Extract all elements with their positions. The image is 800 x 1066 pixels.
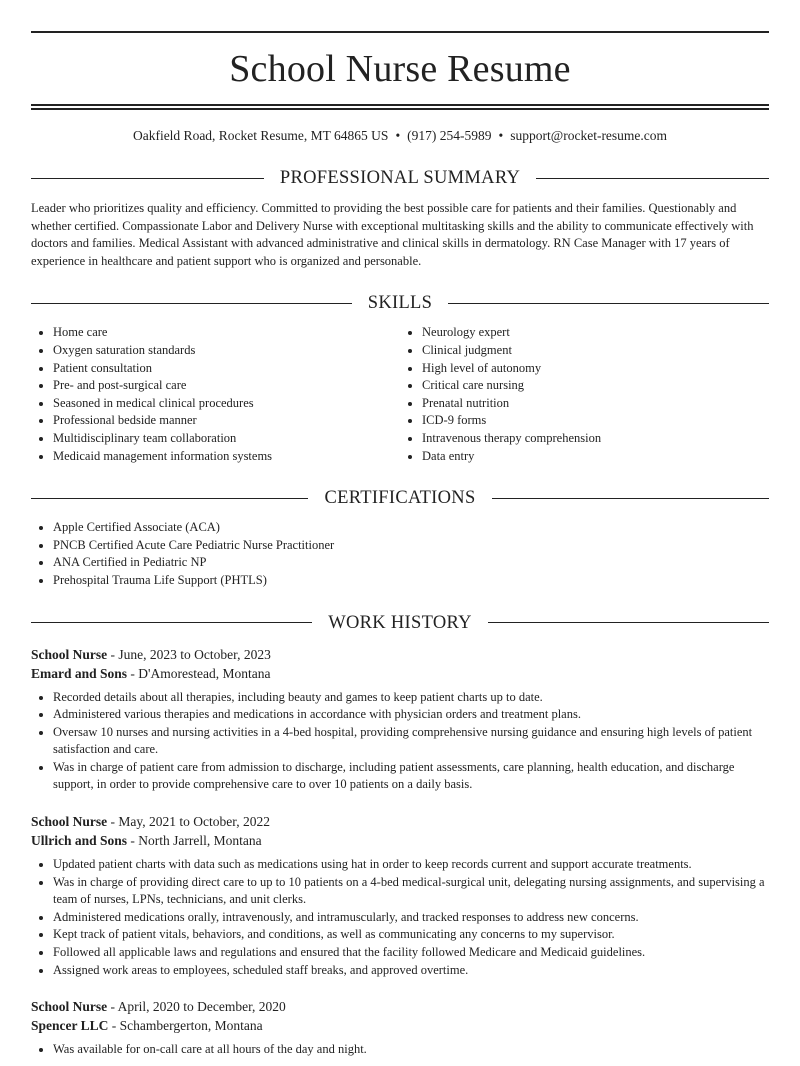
contact-phone: (917) 254-5989 — [407, 128, 492, 143]
skill-item: • Pre- and post-surgical care — [53, 377, 400, 395]
certifications-heading-label: CERTIFICATIONS — [324, 488, 476, 509]
job-duty: • Was available for on-call care at all hours of the day and night. — [53, 1041, 769, 1059]
page-title: School Nurse Resume — [229, 48, 571, 90]
job-company-line — [31, 831, 769, 850]
job-dates: - May, 2021 to October, 2022 — [107, 814, 270, 830]
skill-item: • Critical care nursing — [422, 377, 769, 395]
heading-rule-left — [31, 622, 312, 623]
certification-item: • ANA Certified in Pediatric NP — [53, 554, 769, 572]
heading-rule-right — [488, 622, 769, 623]
job-dates: - April, 2020 to December, 2020 — [107, 999, 286, 1015]
contact-separator: • — [395, 128, 401, 143]
title-rule-upper — [31, 104, 769, 106]
job-duty: • Kept track of patient vitals, behaviors, and conditions, as well as communicating any concerns to my supervisor. — [53, 926, 769, 944]
skill-item: • ICD-9 forms — [422, 412, 769, 430]
skill-item: • Clinical judgment — [422, 342, 769, 360]
job-duties — [31, 1041, 769, 1059]
certifications-list — [31, 519, 769, 589]
title-rule-lower — [31, 108, 769, 110]
skill-item: • Professional bedside manner — [53, 412, 400, 430]
job-entry — [31, 645, 769, 795]
resume-page — [31, 31, 769, 1059]
contact-line — [31, 127, 769, 145]
job-duty: • Assigned work areas to employees, scheduled staff breaks, and approved overtime. — [53, 962, 769, 980]
skill-item: • Prenatal nutrition — [422, 395, 769, 413]
heading-rule-left — [31, 178, 264, 179]
skill-item: • Medicaid management information systems — [53, 448, 400, 466]
summary-heading-label: PROFESSIONAL SUMMARY — [279, 168, 521, 188]
job-duty: • Was in charge of providing direct care to up to 10 patients on a 4-bed medical-surgical unit, delegating nursing assignments, and supervising a team of nurses, LPNs, technicians, and unit clerks. — [53, 874, 769, 909]
job-location: - D'Amorestead, Montana — [127, 665, 271, 681]
skills-heading — [31, 292, 769, 314]
job-duty: • Recorded details about all therapies, including beauty and games to keep patient charts up to date. — [53, 689, 769, 707]
job-entry — [31, 997, 769, 1059]
certification-item: • Prehospital Trauma Life Support (PHTLS) — [53, 572, 769, 590]
job-duty: • Administered various therapies and medications in accordance with physician orders and treatment plans. — [53, 706, 769, 724]
summary-text: Leader who prioritizes quality and efficiency. Committed to providing the best possible care for patients and their families. Questionably and whether certified. Compassionate Labor and Delivery Nurse with exceptional multitasking skills and the ability to communicate effectively with doctors and families. Medical Assistant with advanced administrative and clinical skills in dermatology. RN Case Manager with 17 years of experience in healthcare and patient support who is organized and personable. — [31, 201, 754, 268]
skills-heading-label: SKILLS — [367, 293, 433, 314]
skill-item: • Neurology expert — [422, 324, 769, 342]
skill-item: • Oxygen saturation standards — [53, 342, 400, 360]
summary-heading — [31, 167, 769, 189]
certification-item: • PNCB Certified Acute Care Pediatric Nurse Practitioner — [53, 537, 769, 555]
contact-address: Oakfield Road, Rocket Resume, MT 64865 US — [132, 128, 389, 143]
job-location: - Schambergerton, Montana — [108, 1018, 263, 1034]
job-entry — [31, 812, 769, 979]
job-company-line — [31, 1016, 769, 1035]
top-rule — [31, 31, 769, 33]
job-company: Emard and Sons — [31, 665, 128, 681]
job-duties — [31, 856, 769, 979]
heading-rule-right — [448, 303, 769, 304]
job-duty: • Oversaw 10 nurses and nursing activities in a 4-bed hospital, providing comprehensive nursing guidance and ensuring high levels of patient satisfaction and care. — [53, 724, 769, 759]
heading-rule-right — [492, 498, 769, 499]
job-title-line — [31, 645, 769, 664]
job-duties — [31, 689, 769, 795]
skill-item: • Home care — [53, 324, 400, 342]
job-duty: • Administered medications orally, intravenously, and intramuscularly, and tracked responses to address new concerns. — [53, 909, 769, 927]
skill-item: • Seasoned in medical clinical procedures — [53, 395, 400, 413]
certification-item: • Apple Certified Associate (ACA) — [53, 519, 769, 537]
skill-item: • Intravenous therapy comprehension — [422, 430, 769, 448]
job-company: Ullrich and Sons — [31, 833, 128, 849]
job-title: School Nurse — [31, 814, 108, 830]
contact-email: support@rocket-resume.com — [510, 128, 668, 143]
heading-rule-right — [536, 178, 769, 179]
job-title-line — [31, 997, 769, 1016]
heading-rule-left — [31, 303, 352, 304]
job-duty: • Was in charge of patient care from admission to discharge, including patient assessments, care planning, health education, and discharge support, in order to provide comprehensive care to over 10 patients on a daily basis. — [53, 759, 769, 794]
work-history-heading-label: WORK HISTORY — [328, 612, 472, 633]
skill-item: • Patient consultation — [53, 360, 400, 378]
skill-item: • High level of autonomy — [422, 360, 769, 378]
skill-item: • Data entry — [422, 448, 769, 466]
job-title-line — [31, 812, 769, 831]
contact-separator: • — [498, 128, 504, 143]
skills-list-left — [31, 324, 400, 465]
skill-item: • Multidisciplinary team collaboration — [53, 430, 400, 448]
job-duty: • Followed all applicable laws and regulations and ensured that the facility followed Medicare and Medicaid guidelines. — [53, 944, 769, 962]
job-title: School Nurse — [31, 646, 108, 662]
job-company-line — [31, 664, 769, 683]
work-history-heading — [31, 612, 769, 634]
skills-list-right — [400, 324, 769, 465]
job-title: School Nurse — [31, 999, 108, 1015]
job-dates: - June, 2023 to October, 2023 — [107, 646, 271, 662]
job-duty: • Updated patient charts with data such as medications using hat in order to keep records current and support accurate treatments. — [53, 856, 769, 874]
job-location: - North Jarrell, Montana — [127, 833, 262, 849]
skills-columns — [31, 324, 769, 465]
certifications-heading — [31, 487, 769, 509]
heading-rule-left — [31, 498, 308, 499]
job-company: Spencer LLC — [31, 1018, 109, 1034]
